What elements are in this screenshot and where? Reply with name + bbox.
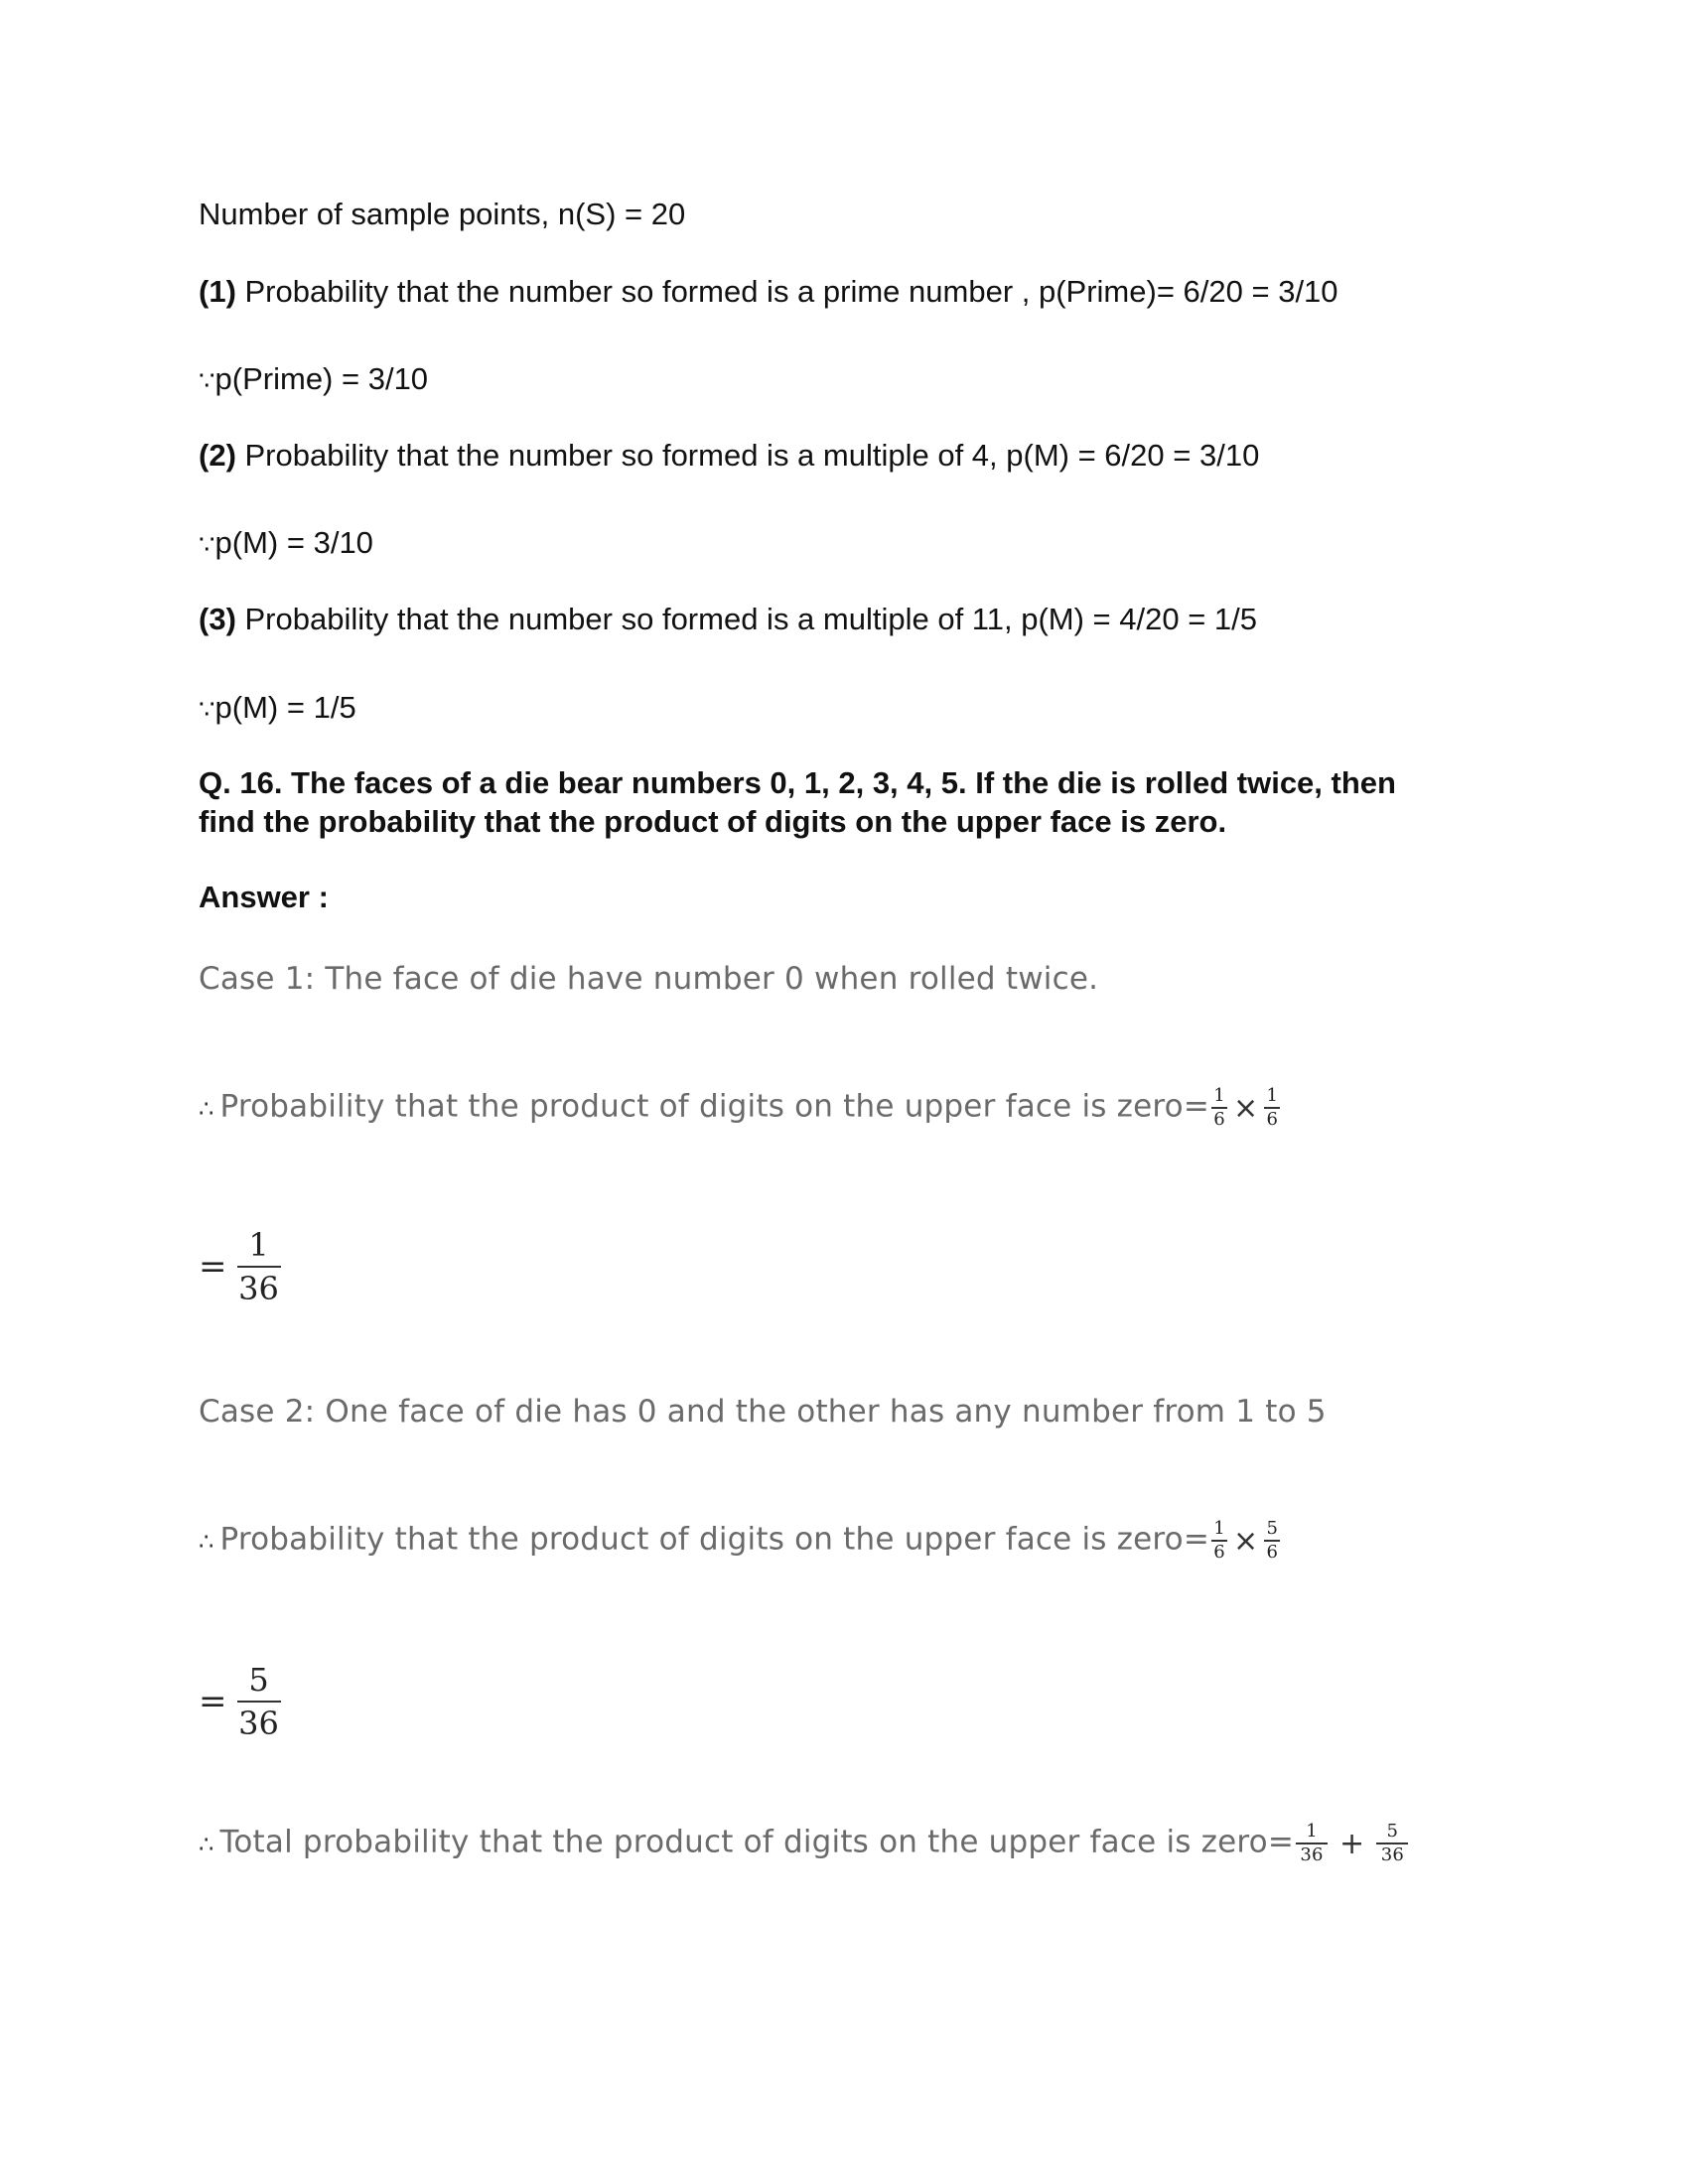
case-2-result xyxy=(199,1661,283,1742)
because-symbol: ∵ xyxy=(199,694,213,724)
case-2-probability xyxy=(199,1520,1282,1562)
fraction: $\frac{1}{6}$ xyxy=(1211,1520,1227,1562)
sample-points-line: Number of sample points, n(S) = 20 xyxy=(199,197,686,231)
part-1-result xyxy=(199,361,428,397)
question-16-line-2: find the probability that the product of digits on the upper face is zero. xyxy=(199,804,1227,839)
therefore-symbol: ∴ xyxy=(199,1527,214,1556)
equals-symbol: = xyxy=(199,1682,227,1721)
times-symbol: × xyxy=(1233,1090,1259,1126)
part-3-line xyxy=(199,602,1257,637)
part-3-result-text: p(M) = 1/5 xyxy=(214,690,356,725)
part-3-result xyxy=(199,690,356,726)
case-2-prob-text: Probability that the product of digits on the upper face is zero= xyxy=(219,1521,1210,1558)
part-1-line xyxy=(199,274,1338,310)
fraction: $\frac{1}{36}$ xyxy=(238,1226,279,1307)
fraction: $\frac{1}{36}$ xyxy=(1296,1823,1328,1864)
fraction: $\frac{1}{6}$ xyxy=(1264,1087,1280,1129)
part-1-result-text: p(Prime) = 3/10 xyxy=(214,361,429,396)
fraction: $\frac{5}{6}$ xyxy=(1264,1520,1280,1562)
case-1-result xyxy=(199,1226,283,1307)
part-1-text: Probability that the number so formed is a prime number , p(Prime)= 6/20 = 3/10 xyxy=(235,274,1338,309)
total-probability xyxy=(199,1823,1410,1864)
part-2-result-text: p(M) = 3/10 xyxy=(214,525,373,560)
part-2-label: (2) xyxy=(199,438,236,473)
total-prob-text: Total probability that the product of digits on the upper face is zero= xyxy=(219,1824,1295,1860)
case-1-heading: Case 1: The face of die have number 0 when rolled twice. xyxy=(199,961,1099,997)
because-symbol: ∵ xyxy=(199,529,213,559)
answer-label: Answer : xyxy=(199,880,329,914)
fraction: $\frac{5}{36}$ xyxy=(238,1661,279,1742)
fraction: $\frac{1}{6}$ xyxy=(1211,1087,1227,1129)
plus-symbol: + xyxy=(1339,1826,1365,1861)
therefore-symbol: ∴ xyxy=(199,1830,214,1858)
part-1-label: (1) xyxy=(199,274,236,309)
therefore-symbol: ∴ xyxy=(199,1094,214,1123)
equals-symbol: = xyxy=(199,1247,227,1287)
part-2-result xyxy=(199,525,373,561)
times-symbol: × xyxy=(1233,1523,1259,1559)
fraction: $\frac{5}{36}$ xyxy=(1376,1823,1408,1864)
part-3-label: (3) xyxy=(199,602,236,636)
part-2-text: Probability that the number so formed is a multiple of 4, p(M) = 6/20 = 3/10 xyxy=(235,438,1260,473)
case-2-heading: Case 2: One face of die has 0 and the other has any number from 1 to 5 xyxy=(199,1394,1327,1430)
case-1-prob-text: Probability that the product of digits on the upper face is zero= xyxy=(219,1088,1210,1125)
case-1-probability xyxy=(199,1087,1282,1129)
part-3-text: Probability that the number so formed is a multiple of 11, p(M) = 4/20 = 1/5 xyxy=(235,602,1258,636)
because-symbol: ∵ xyxy=(199,365,213,395)
part-2-line xyxy=(199,438,1259,474)
question-16-line-1: Q. 16. The faces of a die bear numbers 0, 1, 2, 3, 4, 5. If the die is rolled twice, then xyxy=(199,765,1396,800)
